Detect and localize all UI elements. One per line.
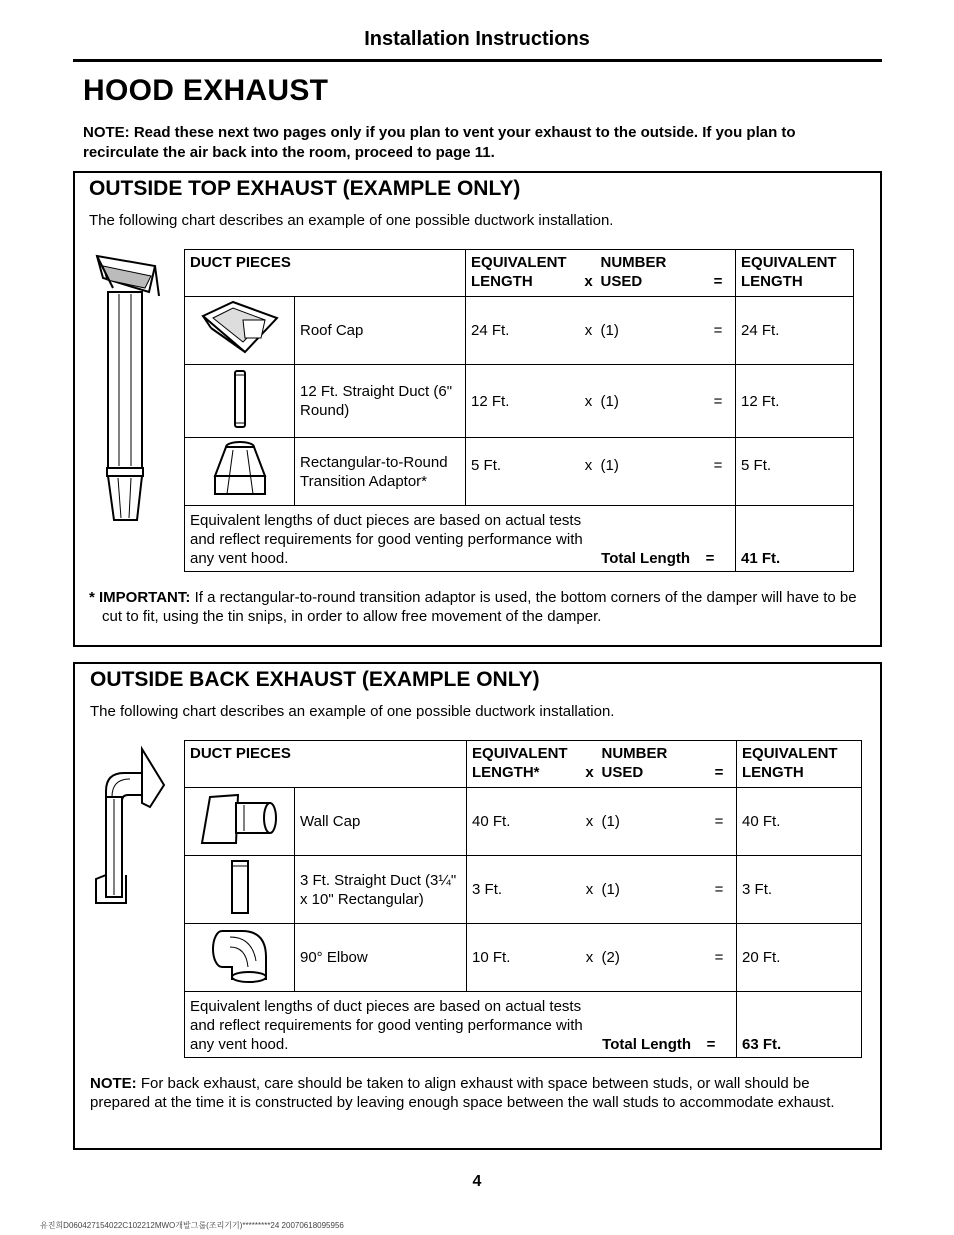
header-result-length [736, 250, 854, 297]
equals-sign: = [713, 392, 723, 410]
piece-total: 40 Ft. [737, 788, 862, 856]
total-row-cell [185, 506, 736, 572]
piece-count: (1) [600, 392, 619, 410]
section-title-top-exhaust: OUTSIDE TOP EXHAUST (EXAMPLE ONLY) [89, 177, 521, 200]
piece-count: (1) [601, 813, 620, 830]
important-label: * IMPORTANT: [89, 589, 191, 606]
total-length-value: 63 Ft. [737, 992, 862, 1058]
duct-piece-name: 3 Ft. Straight Duct (3¼" x 10" Rectangular) [295, 856, 467, 924]
equals-sign: = [714, 881, 724, 898]
piece-count: (1) [601, 881, 620, 898]
piece-total: 24 Ft. [736, 297, 854, 365]
back-exhaust-note [90, 1074, 862, 1112]
table-header-row [185, 250, 854, 297]
header-number: NUMBER [601, 745, 668, 762]
piece-length: 40 Ft. [472, 813, 511, 830]
roof-vent-assembly-icon [93, 248, 165, 524]
section-intro-back-exhaust: The following chart describes an example of one possible ductwork installation. [90, 703, 615, 720]
header-duct-pieces: DUCT PIECES [185, 250, 466, 297]
header-duct-pieces: DUCT PIECES [185, 741, 467, 788]
piece-total: 20 Ft. [737, 924, 862, 992]
piece-count: (2) [601, 949, 620, 966]
important-text: If a rectangular-to-round transition adaptor is used, the bottom corners of the damper will have to be cut to fit, using the tin snips, in order to allow free movement of the damper. [102, 589, 857, 625]
piece-total: 12 Ft. [736, 365, 854, 438]
table-row [185, 297, 854, 365]
header-number: NUMBER [600, 254, 667, 271]
table-row [185, 788, 862, 856]
total-equals: = [705, 550, 715, 567]
top-note: NOTE: Read these next two pages only if you plan to vent your exhaust to the outside. If you plan to recirculate the air back into the room, proceed to page 11. [83, 124, 796, 161]
total-length-label: Total Length [601, 550, 691, 567]
elbow-icon [185, 924, 295, 992]
total-equals: = [706, 1036, 716, 1053]
piece-length: 10 Ft. [472, 949, 511, 966]
equivalent-calc [466, 365, 736, 438]
important-note [89, 588, 880, 626]
multiply-sign: x [585, 949, 594, 966]
transition-adaptor-icon [185, 438, 295, 506]
header-equals: = [713, 273, 723, 290]
table-row [185, 365, 854, 438]
table-row [185, 438, 854, 506]
header-equivalent-total: EQUIVALENT [742, 745, 838, 762]
equivalent-calc [467, 856, 737, 924]
rectangular-duct-icon [185, 856, 295, 924]
duct-piece-name: 12 Ft. Straight Duct (6" Round) [295, 365, 466, 438]
table-footnote: Equivalent lengths of duct pieces are based on actual tests and reflect requirements for good venting performance with any vent hood. [190, 512, 583, 567]
table-total-row [185, 992, 862, 1058]
multiply-sign: x [584, 392, 593, 410]
header-multiply-group [466, 250, 736, 297]
equivalent-calc [467, 924, 737, 992]
duct-piece-name: Roof Cap [295, 297, 466, 365]
total-row-cell [185, 992, 737, 1058]
header-equivalent: EQUIVALENT [471, 254, 567, 271]
piece-length: 12 Ft. [471, 392, 510, 410]
header-equivalent: EQUIVALENT [472, 745, 568, 762]
piece-total: 5 Ft. [736, 438, 854, 506]
equivalent-calc [466, 297, 736, 365]
header-length-total: LENGTH [741, 273, 803, 290]
header-multiply-group [467, 741, 737, 788]
table-row [185, 924, 862, 992]
duct-piece-name: Wall Cap [295, 788, 467, 856]
page-title: HOOD EXHAUST [83, 74, 329, 107]
piece-count: (1) [600, 322, 619, 339]
header-length-total: LENGTH [742, 764, 804, 781]
table-footnote: Equivalent lengths of duct pieces are based on actual tests and reflect requirements for good venting performance with any vent hood. [190, 998, 583, 1053]
section-title-back-exhaust: OUTSIDE BACK EXHAUST (EXAMPLE ONLY) [90, 668, 540, 691]
duct-piece-name: 90° Elbow [295, 924, 467, 992]
header-length: LENGTH* [472, 764, 540, 781]
piece-total: 3 Ft. [737, 856, 862, 924]
wall-vent-assembly-icon [90, 745, 166, 907]
piece-length: 5 Ft. [471, 457, 502, 474]
multiply-sign: x [585, 881, 594, 898]
total-length-label: Total Length [602, 1036, 692, 1053]
header-used: USED [600, 273, 643, 290]
header-used: USED [601, 764, 644, 781]
note-label: NOTE: [90, 1075, 137, 1092]
note-text: For back exhaust, care should be taken to align exhaust with space between studs, or wall should be prepared at the time it is constructed by leaving enough space between the wall studs to accommodate exhaust. [90, 1075, 835, 1111]
multiply-sign: x [585, 813, 594, 830]
equals-sign: = [713, 457, 723, 474]
multiply-sign: x [584, 322, 593, 339]
header-length: LENGTH [471, 273, 533, 290]
footer-code: 유진희D060427154022C102212MWO개발그룹(조리기기)*********24 20070618095956 [40, 1221, 344, 1230]
header-title: Installation Instructions [364, 28, 590, 50]
header-x: x [584, 273, 593, 290]
total-length-value: 41 Ft. [736, 506, 854, 572]
table-row [185, 856, 862, 924]
equals-sign: = [714, 949, 724, 966]
header-divider [73, 59, 882, 62]
duct-table-back-exhaust [184, 740, 862, 1058]
equivalent-calc [467, 788, 737, 856]
duct-piece-name: Rectangular-to-Round Transition Adaptor* [295, 438, 466, 506]
roof-cap-icon [185, 297, 295, 365]
table-header-row [185, 741, 862, 788]
wall-cap-icon [185, 788, 295, 856]
multiply-sign: x [584, 457, 593, 474]
table-total-row [185, 506, 854, 572]
duct-table-top-exhaust [184, 249, 854, 572]
straight-duct-icon [185, 365, 295, 438]
piece-length: 24 Ft. [471, 322, 510, 339]
header-equivalent-total: EQUIVALENT [741, 254, 837, 271]
page-number: 4 [472, 1173, 482, 1190]
header-x: x [585, 764, 594, 781]
section-intro-top-exhaust: The following chart describes an example of one possible ductwork installation. [89, 212, 614, 229]
equals-sign: = [713, 322, 723, 339]
equivalent-calc [466, 438, 736, 506]
piece-length: 3 Ft. [472, 881, 503, 898]
equals-sign: = [714, 813, 724, 830]
header-result-length [737, 741, 862, 788]
header-equals: = [714, 764, 724, 781]
piece-count: (1) [600, 457, 619, 474]
